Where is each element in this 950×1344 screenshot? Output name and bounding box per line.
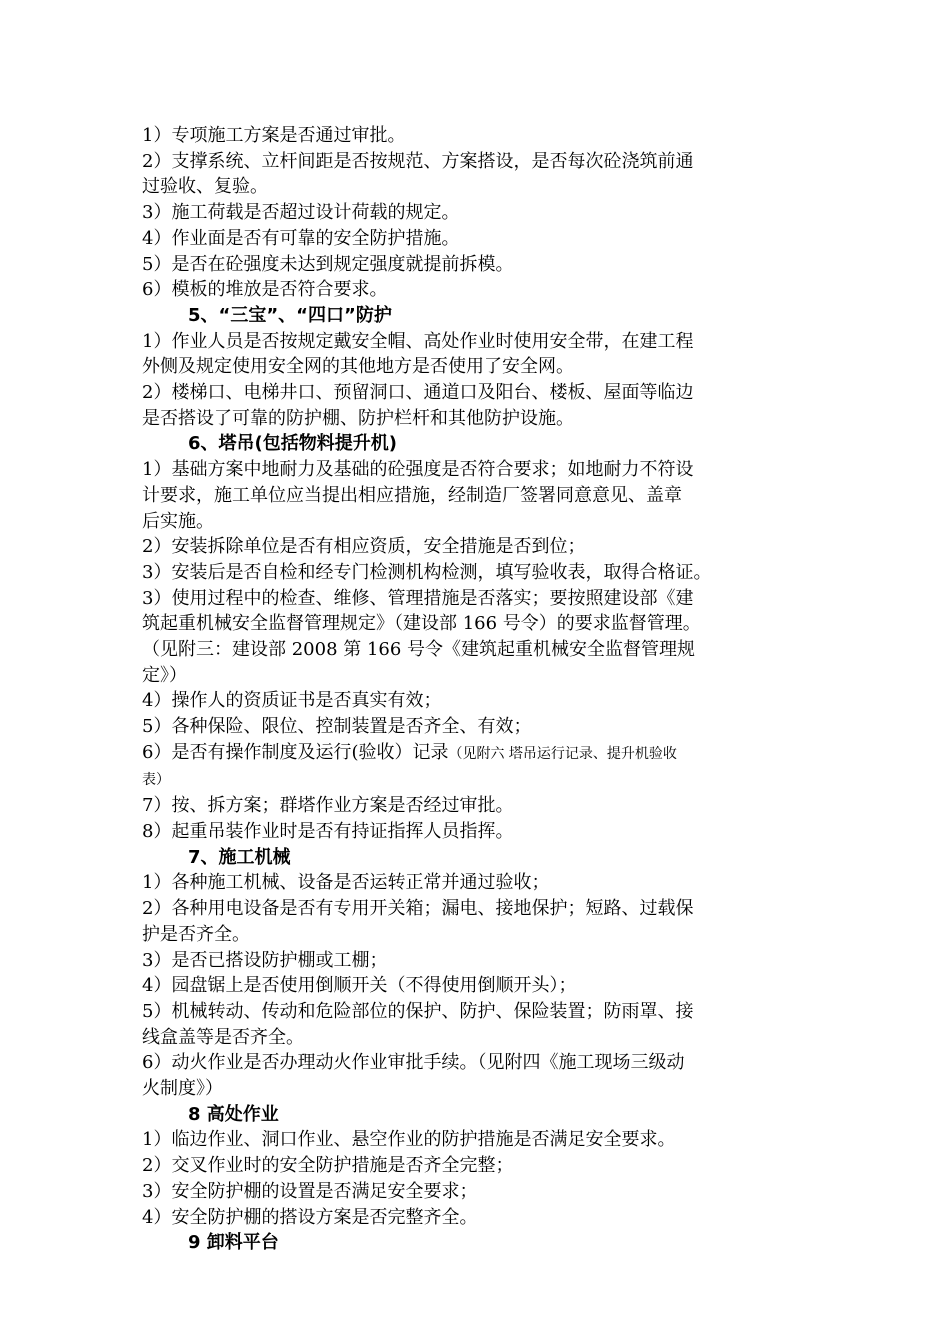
- section-heading: 9 卸料平台: [188, 1232, 279, 1254]
- paragraph-line: 2）安装拆除单位是否有相应资质，安全措施是否到位；: [142, 536, 586, 558]
- paragraph-line: 1）临边作业、洞口作业、悬空作业的防护措施是否满足安全要求。: [142, 1129, 676, 1151]
- paragraph-line: 4）安全防护棚的搭设方案是否完整齐全。: [142, 1206, 478, 1228]
- section-heading: 7、施工机械: [188, 846, 291, 868]
- paragraph-line: 5）各种保险、限位、控制装置是否齐全、有效；: [142, 716, 532, 738]
- paragraph-line: 筑起重机械安全监督管理规定》（建设部 166 号令）的要求监督管理。: [142, 613, 701, 635]
- paragraph-line: 护是否齐全。: [142, 923, 250, 945]
- paragraph-line: [142, 740, 854, 768]
- paragraph-line: 外侧及规定使用安全网的其他地方是否使用了安全网。: [142, 356, 574, 378]
- paragraph-line: 4）作业面是否有可靠的安全防护措施。: [142, 227, 460, 249]
- paragraph-line: 5）机械转动、传动和危险部位的保护、防护、保险装置；防雨罩、接: [142, 1000, 694, 1022]
- paragraph-line: 线盒盖等是否齐全。: [142, 1026, 304, 1048]
- paragraph-line: 5）是否在砼强度未达到规定强度就提前拆模。: [142, 253, 514, 275]
- paragraph-line: 定》）: [142, 664, 187, 686]
- paragraph-line: 过验收、复验。: [142, 176, 268, 198]
- paragraph-line: 后实施。: [142, 510, 214, 532]
- document-body: [142, 123, 854, 1256]
- paragraph-line: 3）安全防护棚的设置是否满足安全要求；: [142, 1180, 478, 1202]
- paragraph-line: 4）操作人的资质证书是否真实有效；: [142, 690, 442, 712]
- line-text: 6）是否有操作制度及运行(验收）记录: [142, 741, 449, 763]
- section-heading: 8 高处作业: [188, 1103, 279, 1125]
- paragraph-line: 2）支撑系统、立杆间距是否按规范、方案搭设，是否每次砼浇筑前通: [142, 150, 694, 172]
- paragraph-line: 1）基础方案中地耐力及基础的砼强度是否符合要求；如地耐力不符设: [142, 459, 694, 481]
- paragraph-line: 是否搭设了可靠的防护棚、防护栏杆和其他防护设施。: [142, 407, 574, 429]
- paragraph-line: 1）专项施工方案是否通过审批。: [142, 125, 406, 146]
- paragraph-line: 8）起重吊装作业时是否有持证指挥人员指挥。: [142, 820, 514, 842]
- paragraph-line: 3）安装后是否自检和经专门检测机构检测，填写验收表，取得合格证。: [142, 561, 712, 583]
- section-heading: 5、“三宝”、“四口”防护: [188, 304, 392, 326]
- paragraph-line: 表）: [142, 771, 170, 788]
- paragraph-line: 2）各种用电设备是否有专用开关箱；漏电、接地保护；短路、过载保: [142, 898, 694, 920]
- paragraph-line: （见附三：建设部 2008 第 166 号令《建筑起重机械安全监督管理规: [142, 639, 696, 661]
- paragraph-line: 6）动火作业是否办理动火作业审批手续。（见附四《施工现场三级动: [142, 1052, 685, 1074]
- paragraph-line: 计要求，施工单位应当提出相应措施，经制造厂签署同意意见、盖章: [142, 484, 682, 506]
- paragraph-line: 3）施工荷载是否超过设计荷载的规定。: [142, 202, 460, 224]
- section-heading: 6、塔吊(包括物料提升机): [188, 433, 397, 455]
- line-note: （见附六 塔吊运行记录、提升机验收: [448, 745, 677, 762]
- paragraph-line: 2）交叉作业时的安全防护措施是否齐全完整；: [142, 1155, 514, 1177]
- paragraph-line: 火制度》）: [142, 1078, 223, 1100]
- paragraph-line: 2）楼梯口、电梯井口、预留洞口、通道口及阳台、楼板、屋面等临边: [142, 382, 694, 404]
- paragraph-line: 1）各种施工机械、设备是否运转正常并通过验收；: [142, 872, 550, 894]
- paragraph-line: 7）按、拆方案；群塔作业方案是否经过审批。: [142, 795, 514, 817]
- paragraph-line: 3）是否已搭设防护棚或工棚；: [142, 949, 388, 971]
- paragraph-line: 3）使用过程中的检查、维修、管理措施是否落实；要按照建设部《建: [142, 587, 694, 609]
- paragraph-line: 6）模板的堆放是否符合要求。: [142, 279, 388, 301]
- paragraph-line: 4）园盘锯上是否使用倒顺开关（不得使用倒顺开头）；: [142, 975, 577, 997]
- paragraph-line: 1）作业人员是否按规定戴安全帽、高处作业时使用安全带，在建工程: [142, 330, 694, 352]
